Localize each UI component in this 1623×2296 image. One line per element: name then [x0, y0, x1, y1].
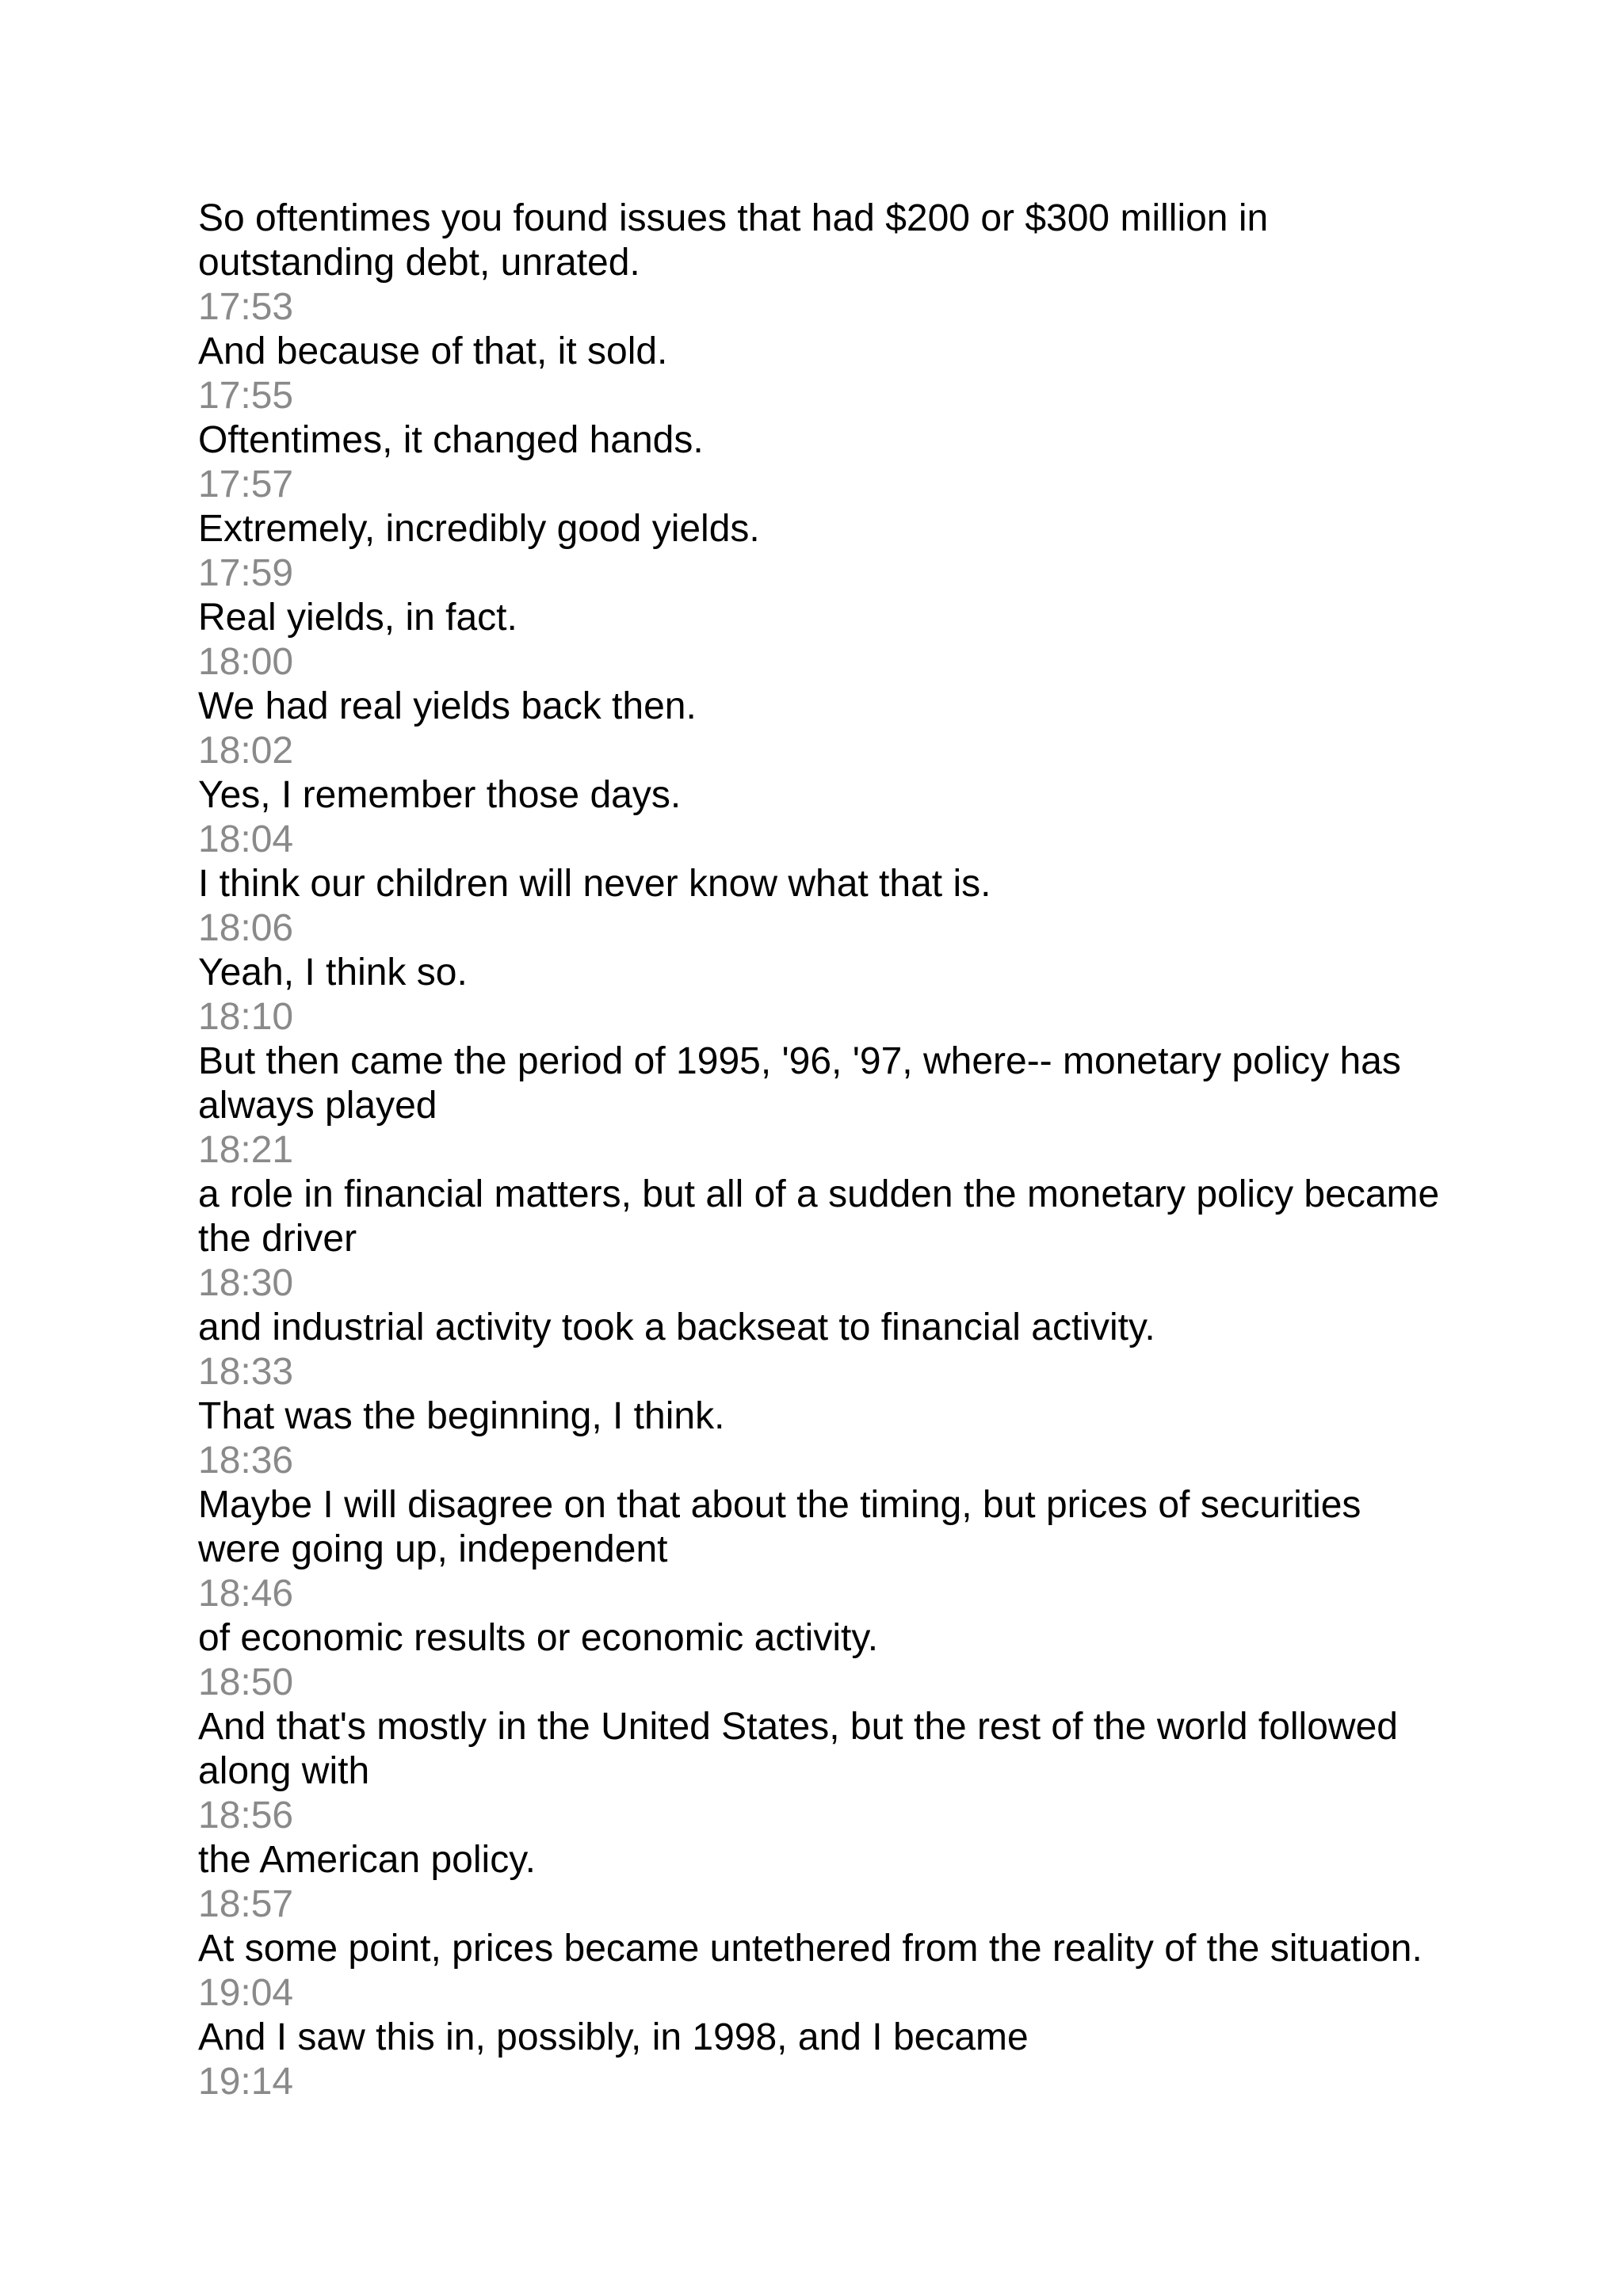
- timestamp: 18:06: [198, 907, 294, 949]
- timestamp: 18:36: [198, 1440, 294, 1482]
- transcript-text: of economic results or economic activity.: [198, 1617, 879, 1659]
- transcript-text: Extremely, incredibly good yields.: [198, 508, 760, 550]
- timestamp: 18:46: [198, 1573, 294, 1615]
- timestamp: 17:57: [198, 463, 294, 505]
- transcript-text: We had real yields back then.: [198, 685, 697, 727]
- timestamp: 18:10: [198, 996, 294, 1038]
- transcript-entry: [198, 1794, 1450, 1882]
- transcript-entry: [198, 1661, 1450, 1794]
- timestamp: 18:56: [198, 1794, 294, 1836]
- transcript-entry: [198, 463, 1450, 551]
- transcript-text: Oftentimes, it changed hands.: [198, 419, 704, 461]
- timestamp: 18:02: [198, 730, 294, 772]
- transcript-page: [198, 196, 1450, 2104]
- transcript-text: At some point, prices became untethered from the reality of the situation.: [198, 1928, 1423, 1970]
- timestamp: 18:50: [198, 1661, 294, 1703]
- timestamp: 18:04: [198, 818, 294, 860]
- transcript-entry: [198, 729, 1450, 818]
- transcript-text: the American policy.: [198, 1839, 536, 1881]
- transcript-entry: [198, 374, 1450, 463]
- timestamp: 18:00: [198, 641, 294, 683]
- transcript-text: Yes, I remember those days.: [198, 774, 682, 816]
- timestamp: 19:04: [198, 1972, 294, 2014]
- transcript-entry: [198, 1350, 1450, 1439]
- transcript-entry: [198, 1439, 1450, 1572]
- transcript-entry: [198, 285, 1450, 374]
- transcript-text: Maybe I will disagree on that about the timing, but prices of securities were going up, independent: [198, 1484, 1361, 1570]
- timestamp: 17:53: [198, 286, 294, 328]
- transcript-entry: [198, 995, 1450, 1128]
- transcript-lead: [198, 196, 1450, 285]
- transcript-entry: [198, 1261, 1450, 1350]
- transcript-entry: [198, 551, 1450, 640]
- transcript-text: That was the beginning, I think.: [198, 1395, 725, 1437]
- transcript-text: But then came the period of 1995, '96, '97, where-- monetary policy has always played: [198, 1040, 1401, 1127]
- transcript-entry: [198, 640, 1450, 729]
- transcript-entry: [198, 818, 1450, 906]
- transcript-entry: [198, 1971, 1450, 2060]
- transcript-text: and industrial activity took a backseat to financial activity.: [198, 1306, 1155, 1348]
- transcript-text: Yeah, I think so.: [198, 952, 468, 994]
- timestamp: 18:33: [198, 1351, 294, 1393]
- timestamp: 18:57: [198, 1883, 294, 1925]
- transcript-text: And I saw this in, possibly, in 1998, and I became: [198, 2016, 1029, 2058]
- transcript-text: So oftentimes you found issues that had $200 or $300 million in outstanding debt, unrated.: [198, 197, 1269, 284]
- transcript-final: [198, 2060, 1450, 2104]
- transcript-text: And that's mostly in the United States, but the rest of the world followed along with: [198, 1706, 1398, 1792]
- transcript-entry: [198, 1128, 1450, 1261]
- timestamp: 17:59: [198, 552, 294, 594]
- timestamp: 18:30: [198, 1262, 294, 1304]
- transcript-entry: [198, 906, 1450, 995]
- transcript-entry: [198, 1572, 1450, 1661]
- timestamp: 19:14: [198, 2061, 294, 2103]
- timestamp: 18:21: [198, 1129, 294, 1171]
- transcript-text: I think our children will never know what that is.: [198, 863, 991, 905]
- transcript-text: a role in financial matters, but all of a sudden the monetary policy became the driver: [198, 1173, 1440, 1260]
- timestamp: 17:55: [198, 375, 294, 417]
- transcript-text: And because of that, it sold.: [198, 330, 668, 372]
- transcript-text: Real yields, in fact.: [198, 597, 517, 639]
- transcript-entry: [198, 1882, 1450, 1971]
